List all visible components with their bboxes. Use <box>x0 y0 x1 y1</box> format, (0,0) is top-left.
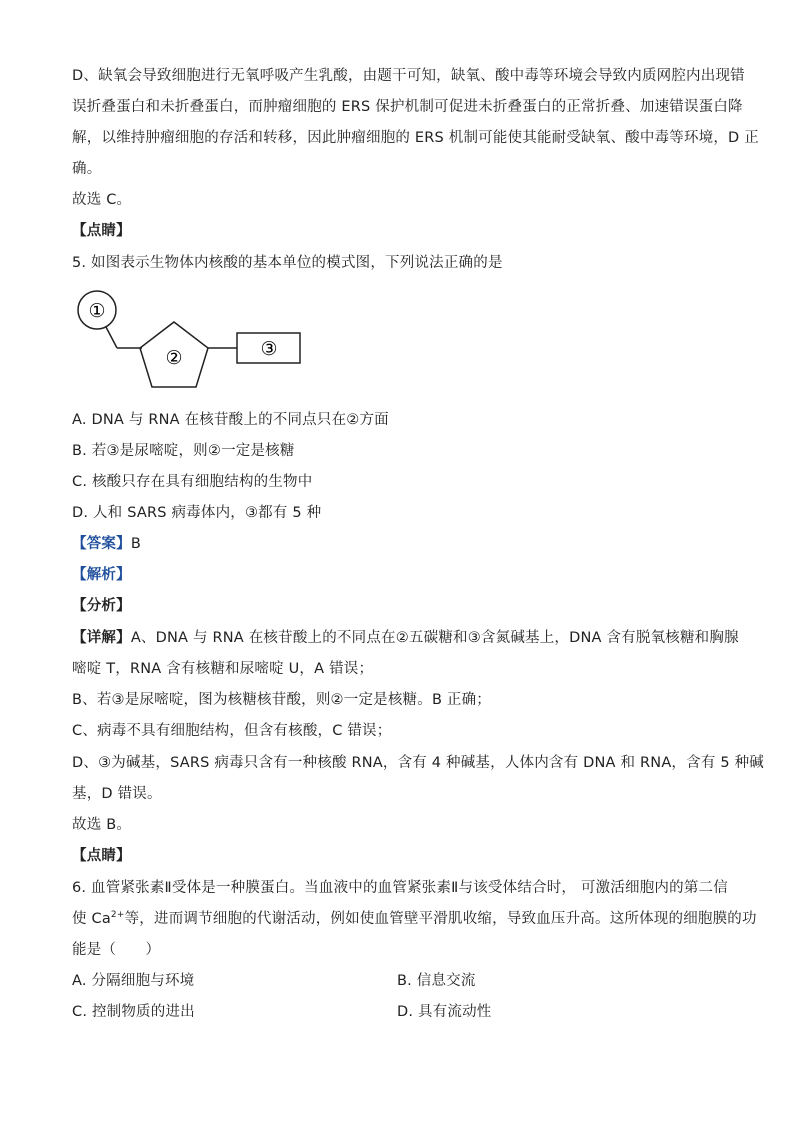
q5-option-c: C. 核酸只存在具有细胞结构的生物中 <box>72 474 313 490</box>
q5-detail-line-4: C、病毒不具有细胞结构，但含有核酸，C 错误； <box>72 723 392 739</box>
q5-detail-line-5: D、③为碱基，SARS 病毒只含有一种核酸 RNA，含有 4 种碱基，人体内含有 DNA 和 RNA，含有 5 种碱 <box>72 755 764 771</box>
q4-explanation-line-2: 误折叠蛋白和未折叠蛋白，而肿瘤细胞的 ERS 保护机制可促进未折叠蛋白的正常折叠、加速错误蛋白降 <box>72 99 743 115</box>
q5-dianjing-tag: 【点睛】 <box>72 848 131 864</box>
q5-option-a: A. DNA 与 RNA 在核苷酸上的不同点只在②方面 <box>72 412 389 428</box>
q5-answer-line <box>72 534 141 554</box>
q6-superscript: 2+ <box>110 910 125 921</box>
q4-dianjing-tag: 【点睛】 <box>72 223 131 239</box>
q5-detail-line-3: B、若③是尿嘧啶，图为核糖核苷酸，则②一定是核糖。B 正确； <box>72 692 491 708</box>
jiexi-tag: 【解析】 <box>72 567 131 583</box>
nucleotide-diagram <box>72 285 312 395</box>
q6-option-a: A. 分隔细胞与环境 <box>72 973 195 989</box>
answer-value: B <box>130 536 141 552</box>
connector-line-1 <box>106 327 117 348</box>
label-1: ① <box>88 300 106 322</box>
q6-option-d: D. 具有流动性 <box>397 1004 492 1020</box>
q6-option-b: B. 信息交流 <box>397 973 476 989</box>
label-2: ② <box>165 347 183 369</box>
q5-detail-line-1 <box>72 628 739 648</box>
q6-stem-line-3: 能是（ ） <box>72 942 161 958</box>
q5-stem: 5. 如图表示生物体内核酸的基本单位的模式图，下列说法正确的是 <box>72 255 503 271</box>
q6-line2-post: 等，进而调节细胞的代谢活动，例如使血管壁平滑肌收缩，导致血压升高。这所体现的细胞膜的功 <box>124 911 757 927</box>
detail-tag: 【详解】 <box>72 630 131 646</box>
q5-detail-line-2: 嘧啶 T，RNA 含有核糖和尿嘧啶 U，A 错误； <box>72 661 374 677</box>
q4-explanation-line-3: 解，以维持肿瘤细胞的存活和转移，因此肿瘤细胞的 ERS 机制可能使其能耐受缺氧、酸中毒等环境，D 正 <box>72 130 759 146</box>
q6-stem-line-2 <box>72 909 757 929</box>
label-3: ③ <box>260 338 278 360</box>
q4-explanation-line-4: 确。 <box>72 161 102 177</box>
detail-text-1: A、DNA 与 RNA 在核苷酸上的不同点在②五碳糖和③含氮碱基上，DNA 含有脱氧核糖和胸腺 <box>130 630 739 646</box>
fenxi-tag: 【分析】 <box>72 598 131 614</box>
q5-option-d: D. 人和 SARS 病毒体内，③都有 5 种 <box>72 505 322 521</box>
q6-option-c: C. 控制物质的进出 <box>72 1004 195 1020</box>
answer-tag: 【答案】 <box>72 536 131 552</box>
q4-conclusion: 故选 C。 <box>72 192 132 208</box>
q4-explanation-line-1: D、缺氧会导致细胞进行无氧呼吸产生乳酸，由题干可知，缺氧、酸中毒等环境会导致内质网腔内出现错 <box>72 68 745 84</box>
q6-line2-pre: 使 Ca <box>72 911 111 927</box>
q6-stem-line-1: 6. 血管紧张素Ⅱ受体是一种膜蛋白。当血液中的血管紧张素Ⅱ与该受体结合时， 可激活细胞内的第二信 <box>72 880 728 896</box>
q5-conclusion: 故选 B。 <box>72 817 132 833</box>
q5-detail-line-6: 基，D 错误。 <box>72 786 162 802</box>
q5-option-b: B. 若③是尿嘧啶，则②一定是核糖 <box>72 443 295 459</box>
